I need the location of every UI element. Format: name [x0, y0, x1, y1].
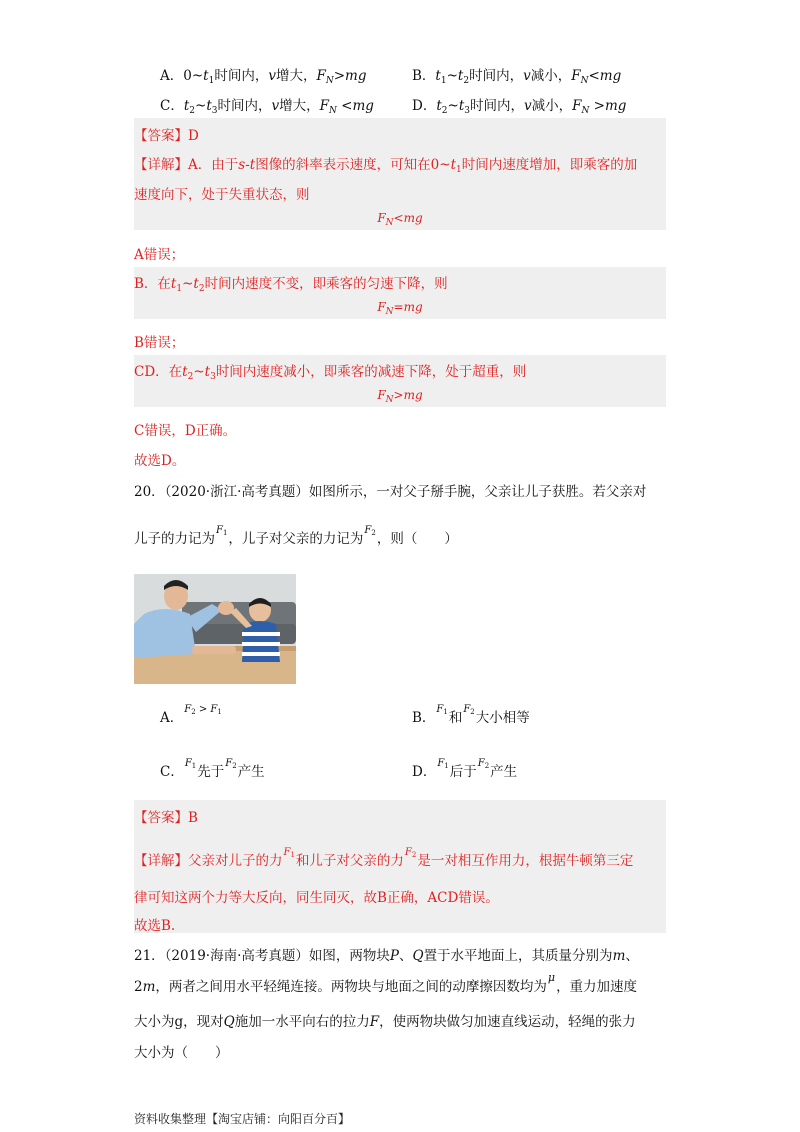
q19-choose: 故选D。	[134, 453, 186, 469]
q21-stem-line2: 2m，两者之间用水平轻绳连接。两物块与地面之间的动摩擦因数均为μ，重力加速度	[134, 971, 638, 995]
q19-b-wrong: B错误；	[134, 335, 185, 351]
q19-option-a: A．$0\sim t_1$时间内，v增大，$F_N>mg$	[160, 68, 367, 86]
q21-stem-line3: 大小为g，现对Q施加一水平向右的拉力F，使两物块做匀加速直线运动，轻绳的张力	[134, 1014, 636, 1030]
q20-choose: 故选B.	[134, 918, 176, 934]
q19-option-b: B．$t_1\sim t_2$时间内，v减小，$F_N<mg$	[412, 68, 622, 86]
q19-option-d: D．$t_2\sim t_3$时间内，v减小，$F_N >mg$	[412, 98, 627, 116]
q20-option-d: D．$F_1$后于$F_2$产生	[412, 758, 518, 780]
q20-option-a: A．$F_2 > F_1$	[160, 704, 222, 726]
q19-formula-1: $F_N<mg$	[377, 211, 423, 228]
page-footer: 资料收集整理【淘宝店铺：向阳百分百】	[134, 1112, 351, 1126]
q19-option-c: C．$t_2\sim t_3$时间内，v增大，$F_N <mg$	[160, 98, 374, 116]
q20-stem-line2: 儿子的力记为$F_1$，儿子对父亲的力记为$F_2$，则（ ）	[134, 525, 458, 547]
q19-answer: 【答案】D	[134, 128, 199, 144]
q20-option-c: C．$F_1$先于$F_2$产生	[160, 758, 265, 780]
q19-a-wrong: A错误；	[134, 247, 185, 263]
q19-formula-3: $F_N>mg$	[377, 388, 423, 405]
arm-wrestling-illustration	[134, 574, 296, 684]
q19-detail-cd: CD．在$t_2\sim t_3$时间内速度减小，即乘客的减速下降，处于超重，则	[134, 364, 527, 382]
q19-detail-a-line1: 【详解】A．由于s-t图像的斜率表示速度，可知在$0\sim t_1$时间内速度增加，即乘客的加	[134, 157, 638, 175]
q20-detail-line1: 【详解】父亲对儿子的力$F_1$和儿子对父亲的力$F_2$是一对相互作用力，根据牛顿第三定	[134, 847, 634, 869]
q21-stem-line4: 大小为（ ）	[134, 1045, 229, 1061]
q19-formula-2: $F_N=mg$	[377, 300, 423, 317]
q20-detail-line2: 律可知这两个力等大反向，同生同灭，故B正确，ACD错误。	[134, 890, 499, 906]
q19-detail-b: B．在$t_1\sim t_2$时间内速度不变，即乘客的匀速下降，则	[134, 276, 448, 294]
arm-wrestling-photo	[134, 574, 296, 684]
q20-answer: 【答案】B	[134, 810, 198, 826]
q20-stem-line1: 20．（2020·浙江·高考真题）如图所示，一对父子掰手腕，父亲让儿子获胜。若父亲对	[134, 484, 647, 500]
q19-detail-a-line2: 速度向下，处于失重状态，则	[134, 187, 310, 203]
q21-stem-line1: 21．（2019·海南·高考真题）如图，两物块P、Q置于水平地面上，其质量分别为m、	[134, 948, 639, 964]
q19-c-wrong-d-right: C错误，D正确。	[134, 423, 237, 439]
q20-option-b: B．$F_1$和$F_2$大小相等	[412, 704, 530, 726]
